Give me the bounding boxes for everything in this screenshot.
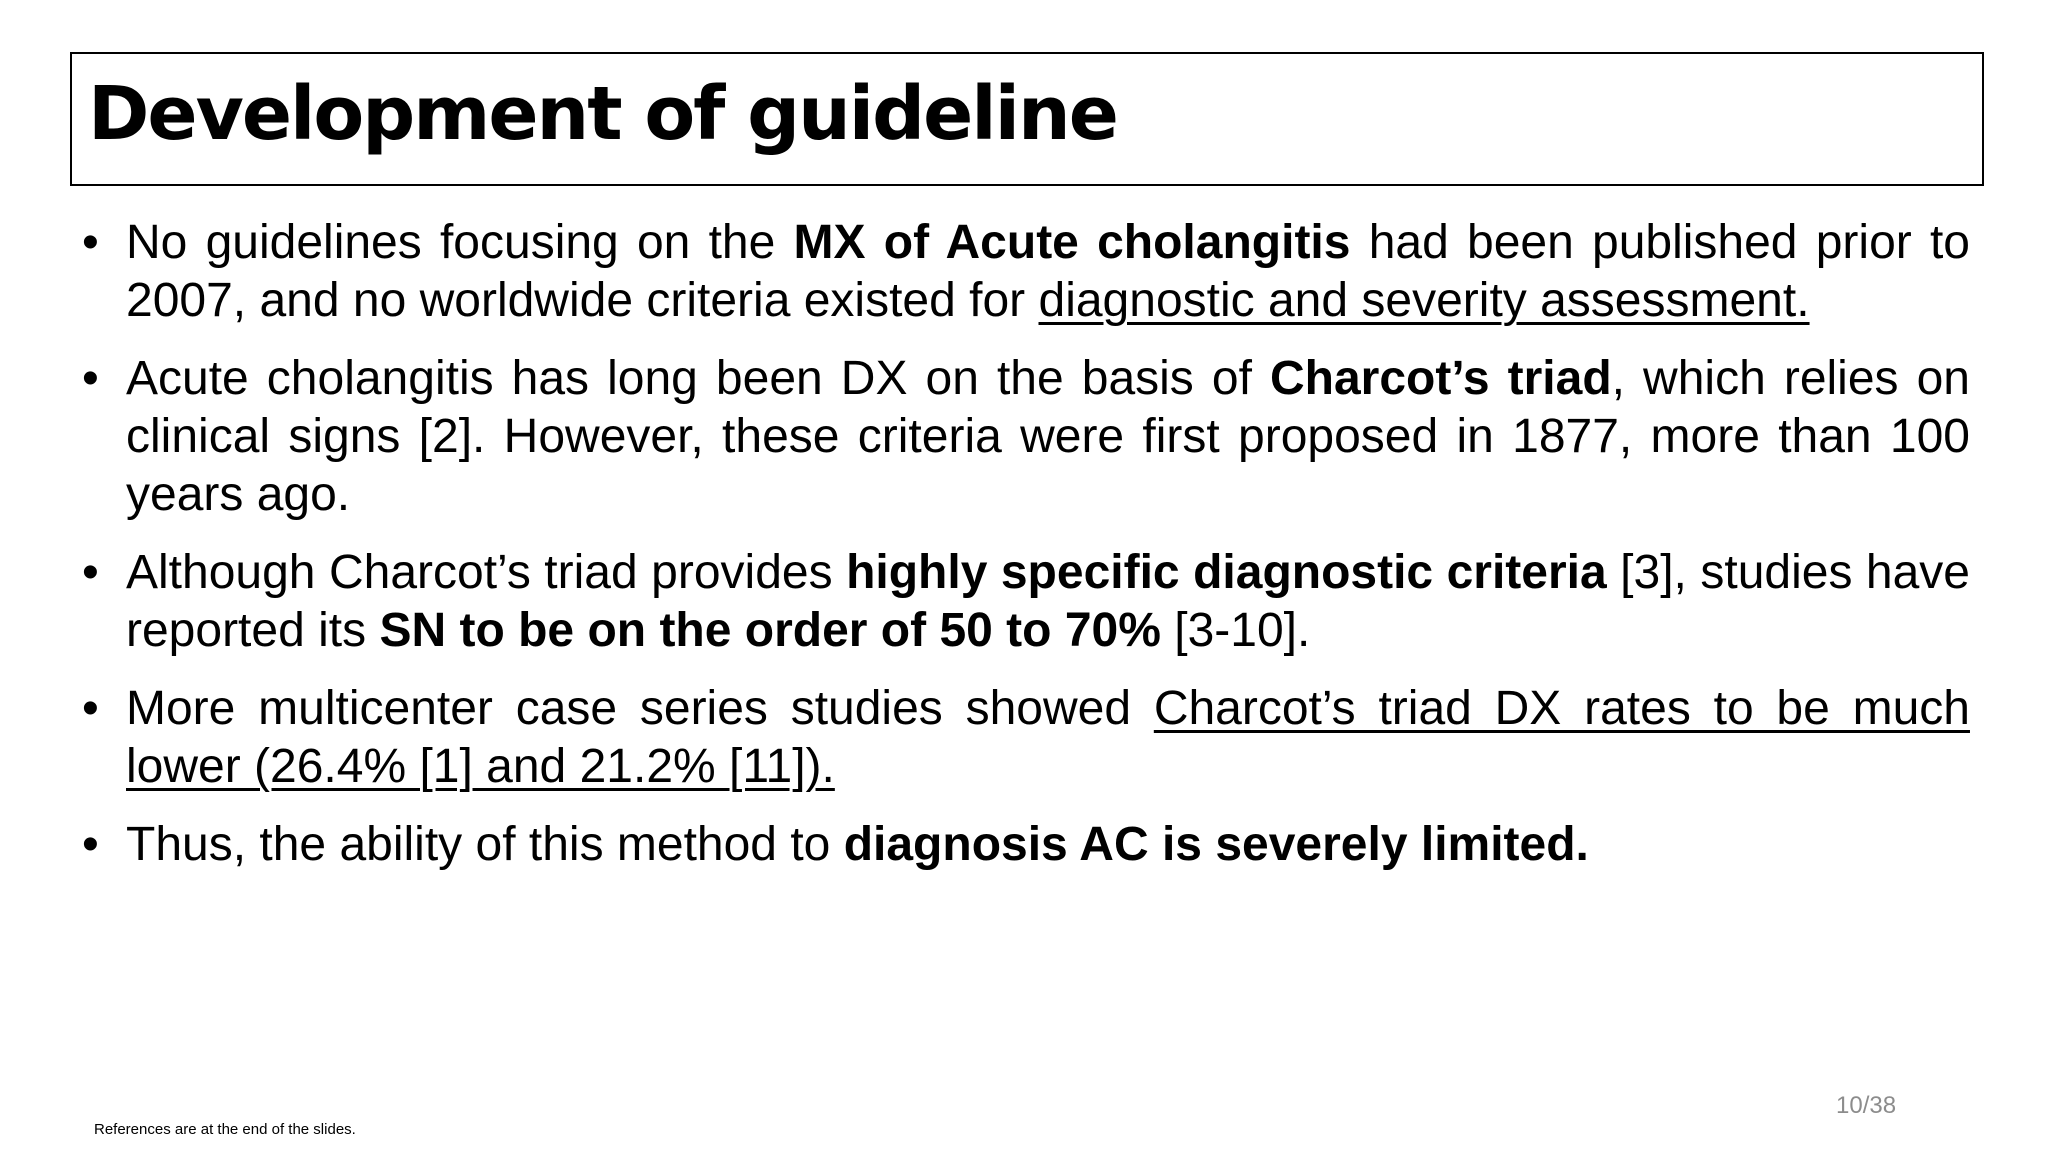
bullet-item	[82, 816, 1970, 874]
bullet-text-segment: [3], studies have reported its	[126, 546, 1970, 657]
bullet-marker: •	[82, 216, 99, 269]
bullet-text-segment: Acute cholangitis has long been DX on the basis of	[126, 352, 1270, 405]
bullet-text-segment: diagnostic and severity assessment.	[1038, 274, 1810, 327]
bullet-item	[82, 350, 1970, 524]
slide-title: Development of guideline	[88, 71, 1117, 157]
bullet-list	[82, 214, 1970, 894]
bullet-text-segment: diagnosis AC is severely limited.	[843, 818, 1589, 871]
bullet-marker: •	[82, 682, 99, 735]
bullet-marker: •	[82, 352, 99, 405]
bullet-marker: •	[82, 818, 99, 871]
bullet-text-segment: highly specific diagnostic criteria	[846, 546, 1607, 599]
title-box	[70, 52, 1984, 186]
bullet-item	[82, 214, 1970, 330]
bullet-marker: •	[82, 546, 99, 599]
bullet-text-segment: had been published prior to 2007, and no worldwide criteria existed for	[126, 216, 1971, 327]
bullet-text-segment: Although Charcot’s triad provides	[126, 546, 847, 599]
bullet-text-segment: Charcot’s triad DX rates to be much lower (26.4% [1] and 21.2% [11]).	[126, 682, 1970, 793]
bullet-text-segment: Thus, the ability of this method to	[126, 818, 844, 871]
bullet-item	[82, 680, 1970, 796]
bullet-text-segment: More multicenter case series studies showed	[126, 682, 1154, 735]
page-number: 10/38	[1836, 1092, 1897, 1119]
bullet-text-segment: , which relies on clinical signs [2]. However, these criteria were first proposed in 1877, more than 100 years ago.	[126, 352, 1970, 521]
bullet-text-segment: Charcot’s triad	[1269, 352, 1612, 405]
bullet-text-segment: MX of Acute cholangitis	[793, 216, 1351, 269]
bullet-text-segment: SN to be on the order of 50 to 70%	[379, 604, 1161, 657]
bullet-text-segment: No guidelines focusing on the	[126, 216, 794, 269]
bullet-item	[82, 544, 1970, 660]
references-footnote: References are at the end of the slides.	[94, 1121, 356, 1138]
bullet-text-segment: [3-10].	[1160, 604, 1311, 657]
